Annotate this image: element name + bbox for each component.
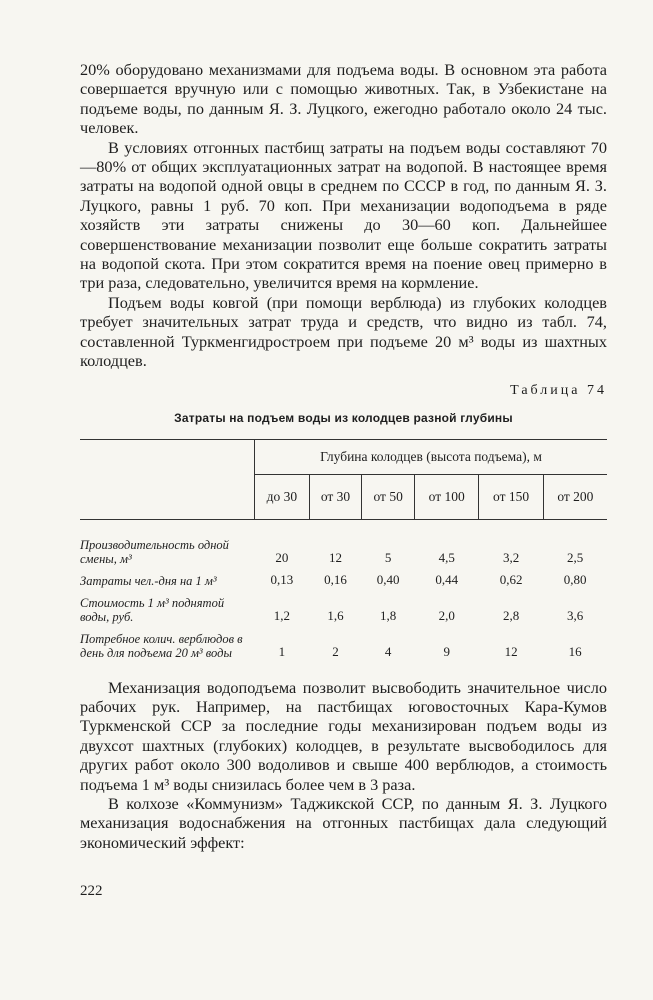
table-cell: 1,6 (327, 607, 344, 623)
paragraph-1: 20% оборудовано механизмами для подъема воды. В основном эта работа совершается вручную или с помощью животных. Так, в Узбекистане на подъеме воды, по данным Я. З. Луцкого, ежегодно работало около 24 тыс. человек. (80, 60, 607, 138)
table-caption: Затраты на подъем воды из колодцев разной глубины (174, 410, 513, 425)
table-row (80, 590, 607, 626)
table-row (80, 568, 607, 590)
row-label: Производительность одной смены, м³ (80, 537, 229, 566)
table-cell: 2,0 (438, 607, 455, 623)
table-cell: 1 (278, 643, 286, 659)
table-cell: 0,80 (563, 571, 587, 587)
column-header: от 200 (543, 474, 607, 519)
table-cell: 4,5 (438, 549, 455, 565)
row-label: Затраты чел.-дня на 1 м³ (80, 573, 217, 588)
table-cell: 0,62 (499, 571, 523, 587)
table-cell: 0,44 (435, 571, 459, 587)
table-cell: 3,2 (502, 549, 520, 565)
column-header: от 150 (479, 474, 543, 519)
table-cell: 5 (384, 549, 392, 565)
data-table (80, 439, 607, 662)
column-header: от 100 (415, 474, 479, 519)
table-cell: 20 (275, 549, 289, 565)
page-body (80, 60, 607, 852)
row-label: Потребное колич. верблюдов в день для подъема 20 м³ воды (80, 631, 243, 660)
table-cell: 0,16 (324, 571, 347, 587)
column-header: до 30 (255, 474, 310, 519)
table-cell: 1,2 (273, 607, 290, 623)
table-row (80, 626, 607, 662)
table-cell: 0,40 (376, 571, 400, 587)
table-cell: 12 (504, 643, 518, 659)
table-label: Таблица 74 (510, 382, 607, 398)
table-cell: 2 (332, 643, 339, 659)
table-cell: 2,8 (502, 607, 520, 623)
column-header: от 50 (362, 474, 415, 519)
table-row (80, 532, 607, 568)
row-label: Стоимость 1 м³ поднятой воды, руб. (80, 595, 225, 624)
paragraph-5: В колхозе «Коммунизм» Таджикской ССР, по данным Я. З. Луцкого механизация водоснабжения на отгонных пастбищах дала следующий экономический эффект: (80, 793, 607, 852)
table-group-header: Глубина колодцев (высота подъема), м (255, 439, 608, 474)
paragraph-4: Механизация водоподъема позволит высвободить значительное число рабочих рук. Например, на пастбищах юговосточных Кара-Кумов Туркменской ССР за последние годы механизирован подъем воды из двухсот шахтных (глубоких) колодцев, в результате высвободилось для других работ около 300 водоливов и свыше 400 верблюдов, а стоимость подъема 1 м³ воды снизилась более чем в 3 раза. (80, 677, 607, 794)
table-cell: 1,8 (380, 607, 397, 623)
page-number: 222 (80, 883, 103, 899)
table-cell: 3,6 (567, 607, 584, 623)
table-cell: 9 (443, 643, 450, 659)
column-header: от 30 (309, 474, 362, 519)
table-cell: 16 (568, 643, 582, 659)
table-cell: 2,5 (567, 549, 584, 565)
paragraph-3: Подъем воды ковгой (при помощи верблюда) из глубоких колодцев требует значительных затрат труда и средств, что видно из табл. 74, составленной Туркменгидростроем при подъеме 20 м³ воды из шахтных колодцев. (80, 292, 607, 371)
table-cell: 4 (384, 643, 392, 659)
table-cell: 0,13 (270, 571, 294, 587)
table-cell: 12 (328, 549, 342, 565)
paragraph-2: В условиях отгонных пастбищ затраты на подъем воды составляют 70—80% от общих эксплуатационных затрат на водопой. В настоящее время затраты на водопой одной овцы в среднем по СССР в год, по данным Я. З. Луцкого, равны 1 руб. 70 коп. При механизации водоподъема в ряде хозяйств эти затраты снижены до 30—60 коп. Дальнейшее совершенствование механизации позволит еще больше сократить затраты на водопой скота. При этом сократится время на поение овец примерно в три раза, следовательно, увеличится время на кормление. (80, 137, 607, 293)
table-stub-header (80, 439, 255, 519)
